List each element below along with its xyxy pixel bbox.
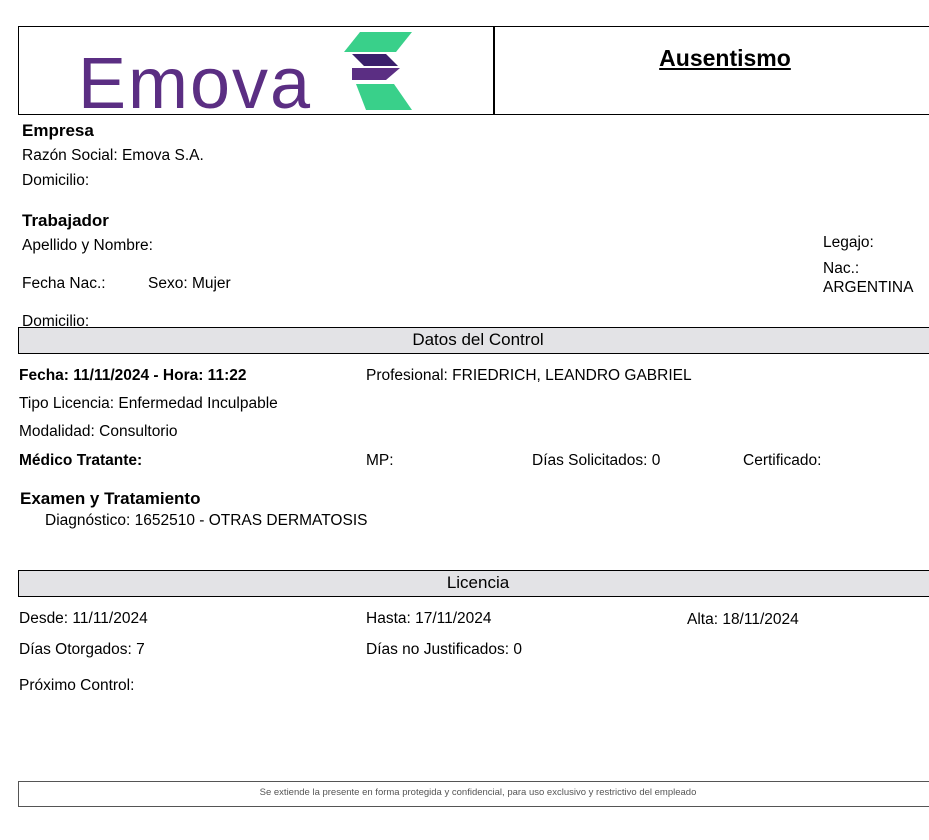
modalidad: Modalidad: Consultorio <box>19 423 178 440</box>
document-title: Ausentismo <box>659 45 791 71</box>
nacionalidad-value: ARGENTINA <box>823 279 914 296</box>
examen-heading: Examen y Tratamiento <box>20 489 201 508</box>
datos-control-band: Datos del Control <box>18 327 929 354</box>
fecha-nac: Fecha Nac.: <box>22 275 106 292</box>
licencia-band: Licencia <box>18 570 929 597</box>
certificado: Certificado: <box>743 452 822 469</box>
razon-social: Razón Social: Emova S.A. <box>22 147 204 164</box>
logo-wordmark: Emova <box>78 44 313 114</box>
dias-otorgados: Días Otorgados: 7 <box>19 641 145 658</box>
proximo-control: Próximo Control: <box>19 677 135 694</box>
empresa-heading: Empresa <box>22 121 94 140</box>
legajo: Legajo: <box>823 234 874 251</box>
apellido-nombre: Apellido y Nombre: <box>22 237 153 254</box>
trabajador-heading: Trabajador <box>22 211 109 230</box>
tipo-licencia: Tipo Licencia: Enfermedad Inculpable <box>19 395 278 412</box>
diagnostico: Diagnóstico: 1652510 - OTRAS DERMATOSIS <box>45 512 368 529</box>
hasta: Hasta: 17/11/2024 <box>366 610 492 627</box>
nacionalidad-label: Nac.: <box>823 260 860 277</box>
dias-solicitados: Días Solicitados: 0 <box>532 452 661 469</box>
trabajador-domicilio: Domicilio: <box>22 313 90 327</box>
sexo: Sexo: Mujer <box>148 275 231 292</box>
dias-no-justificados: Días no Justificados: 0 <box>366 641 522 658</box>
mp: MP: <box>366 452 394 469</box>
empresa-domicilio: Domicilio: <box>22 172 90 189</box>
desde: Desde: 11/11/2024 <box>19 610 148 627</box>
footer-notice: Se extiende la presente en forma protegida y confidencial, para uso exclusivo y restrictivo del empleado <box>18 781 929 807</box>
alta: Alta: 18/11/2024 <box>687 611 799 628</box>
profesional: Profesional: FRIEDRICH, LEANDRO GABRIEL <box>366 367 692 384</box>
logo-mark-icon <box>344 32 412 110</box>
fecha-hora: Fecha: 11/11/2024 - Hora: 11:22 <box>19 367 247 384</box>
emova-logo <box>60 28 440 114</box>
medico-tratante: Médico Tratante: <box>19 452 143 469</box>
